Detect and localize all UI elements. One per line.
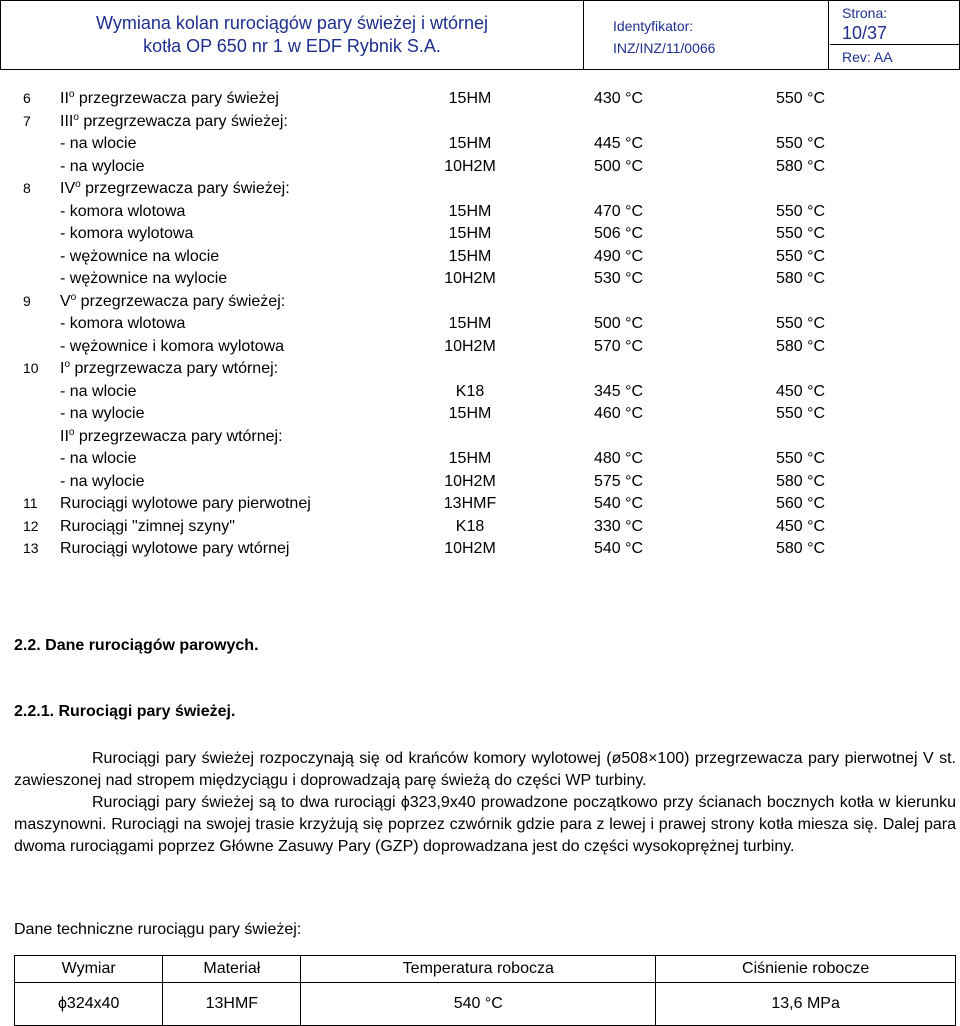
row-material: 10H2M: [444, 337, 496, 355]
row-material: 15HM: [448, 90, 492, 107]
row-name-text: przegrzewacza pary wtórnej:: [74, 427, 283, 445]
spec-row: [0, 203, 960, 226]
row-name-text: - na wylocie: [60, 472, 145, 490]
row-name: [60, 158, 144, 176]
spec-row: [0, 405, 960, 428]
row-name-text: przegrzewacza pary świeżej:: [78, 112, 288, 130]
row-name-text: - na wylocie: [60, 157, 145, 175]
row-name-text: - na wlocie: [60, 135, 137, 152]
page-number: 10/37: [842, 23, 888, 43]
row-temperature: 345 °C: [594, 382, 644, 400]
row-max-temperature: 550 °C: [776, 90, 826, 107]
row-name: [60, 428, 283, 446]
row-name: [60, 495, 311, 513]
row-max-temperature: 580 °C: [776, 157, 826, 175]
row-number: 11: [23, 495, 38, 511]
spec-row: [0, 473, 960, 496]
row-max-temperature: 560 °C: [776, 495, 826, 512]
row-material: K18: [455, 517, 485, 535]
row-max-temperature: 580 °C: [776, 270, 826, 287]
spec-row: [0, 450, 960, 473]
row-name: [60, 360, 278, 378]
spec-row: [0, 135, 960, 158]
row-name-text: przegrzewacza pary wtórnej:: [70, 360, 279, 377]
spec-row: [0, 495, 960, 518]
row-name-prefix: IV: [60, 180, 76, 197]
paragraph-1: [14, 748, 956, 792]
tech-header-row: [15, 956, 956, 983]
row-temperature: 575 °C: [594, 472, 644, 490]
tech-value-cell: 13HMF: [163, 983, 301, 1026]
row-number: 12: [23, 517, 39, 534]
row-name-prefix: III: [60, 112, 74, 130]
tech-data-title: Dane techniczne rurociągu pary świeżej:: [14, 921, 302, 938]
row-number: 9: [23, 292, 31, 309]
row-max-temperature: 550 °C: [776, 135, 826, 152]
row-name-text: Rurociągi "zimnej szyny": [60, 517, 235, 535]
spec-row: [0, 518, 960, 541]
row-name-text: - komora wlotowa: [60, 202, 186, 220]
row-number: 8: [23, 180, 31, 196]
row-name-text: Rurociągi wylotowe pary pierwotnej: [60, 495, 311, 512]
degree-superscript: o: [68, 426, 75, 438]
row-name-text: - wężownice na wylocie: [60, 270, 228, 287]
row-temperature: 480 °C: [594, 450, 644, 467]
row-material: 15HM: [448, 202, 492, 220]
row-name: [60, 248, 219, 266]
row-name: [60, 180, 290, 198]
row-number: 13: [23, 540, 39, 556]
row-material: 15HM: [448, 135, 492, 152]
page-box: [830, 1, 959, 45]
row-max-temperature: 550 °C: [776, 450, 826, 467]
row-name: [60, 450, 136, 468]
row-name-text: przegrzewacza pary świeżej:: [80, 180, 290, 197]
row-material: 15HM: [448, 225, 492, 242]
row-name: [60, 293, 285, 311]
row-name: [60, 90, 279, 108]
spec-row: [0, 293, 960, 316]
header-page-info: [830, 1, 959, 69]
row-name: [60, 270, 227, 288]
paragraph-1-text: Rurociągi pary świeżej rozpoczynają się od krańców komory wylotowej (ø508×100) przegrzewacza pary pierwotnej V st. zawieszonej nad stropem międzyciągu i doprowadzają parę świeżą do części WP turbiny.: [14, 750, 956, 789]
header-title-line2: kotła OP 650 nr 1 w EDF Rybnik S.A.: [143, 36, 441, 56]
spec-row: [0, 90, 960, 113]
paragraph-2: [14, 792, 956, 858]
row-temperature: 530 °C: [594, 270, 644, 287]
row-temperature: 500 °C: [594, 315, 644, 332]
row-name: [60, 540, 289, 558]
row-max-temperature: 450 °C: [776, 517, 826, 535]
row-max-temperature: 580 °C: [776, 540, 826, 557]
degree-superscript: o: [75, 179, 81, 190]
row-temperature: 430 °C: [594, 90, 644, 107]
page-label: Strona:: [842, 5, 888, 21]
row-name: [60, 315, 185, 333]
row-temperature: 460 °C: [594, 405, 644, 422]
row-material: 13HMF: [443, 495, 497, 512]
row-material: 10H2M: [444, 157, 496, 175]
row-temperature: 540 °C: [594, 495, 644, 512]
spec-row: [0, 383, 960, 406]
row-name-prefix: I: [60, 360, 65, 377]
row-name-text: przegrzewacza pary świeżej: [74, 90, 279, 107]
row-temperature: 506 °C: [594, 225, 644, 242]
row-name-text: - wężownice i komora wylotowa: [60, 337, 285, 355]
row-name-prefix: II: [60, 90, 69, 107]
row-name-prefix: V: [60, 292, 71, 310]
tech-value-cell: ϕ324x40: [15, 983, 163, 1026]
row-material: 15HM: [448, 405, 492, 422]
header-identifier: [585, 1, 829, 69]
row-max-temperature: 550 °C: [776, 247, 826, 265]
row-temperature: 500 °C: [594, 157, 644, 175]
row-max-temperature: 580 °C: [776, 472, 826, 490]
row-temperature: 570 °C: [594, 337, 644, 355]
row-name-text: przegrzewacza pary świeżej:: [76, 292, 286, 310]
revision: Rev: AA: [842, 49, 893, 65]
document-header: [0, 0, 960, 70]
spec-row: [0, 428, 960, 451]
row-name: [60, 113, 288, 131]
degree-superscript: o: [68, 89, 75, 100]
tech-header-cell: Wymiar: [15, 956, 163, 983]
row-temperature: 445 °C: [594, 135, 644, 152]
tech-header-cell: Temperatura robocza: [301, 956, 656, 983]
header-title: [1, 1, 584, 69]
row-name-text: - na wlocie: [60, 450, 137, 467]
row-name: [60, 225, 193, 243]
identifier-value: INZ/INZ/11/0066: [613, 40, 716, 56]
row-name: [60, 135, 136, 153]
header-title-line1: Wymiana kolan rurociągów pary świeżej i wtórnej: [96, 13, 488, 33]
tech-value-row: [15, 983, 956, 1026]
row-name-text: - komora wylotowa: [60, 225, 194, 242]
row-name-text: - komora wlotowa: [60, 315, 186, 332]
identifier-label: Identyfikator:: [613, 18, 694, 34]
tech-value-cell: 540 °C: [301, 983, 656, 1026]
row-name: [60, 203, 185, 221]
row-name-text: - na wylocie: [60, 405, 145, 422]
spec-row: [0, 540, 960, 563]
tech-data-table: [14, 955, 956, 1026]
spec-row: [0, 113, 960, 136]
spec-row: [0, 180, 960, 203]
spec-row: [0, 315, 960, 338]
row-temperature: 330 °C: [594, 517, 644, 535]
row-temperature: 490 °C: [594, 247, 644, 265]
row-material: 15HM: [448, 315, 492, 332]
row-number: 6: [23, 90, 31, 106]
spec-row: [0, 225, 960, 248]
tech-header-cell: Ciśnienie robocze: [656, 956, 956, 983]
tech-value-cell: 13,6 MPa: [656, 983, 956, 1026]
row-material: 15HM: [448, 247, 492, 265]
row-name: [60, 383, 136, 401]
row-name: [60, 473, 144, 491]
row-material: 10H2M: [444, 270, 496, 287]
section-heading: 2.2. Dane rurociągów parowych.: [14, 637, 259, 654]
row-name-prefix: II: [60, 427, 69, 445]
row-temperature: 470 °C: [594, 202, 644, 220]
spec-row: [0, 248, 960, 271]
row-material: 10H2M: [444, 472, 496, 490]
spec-row: [0, 338, 960, 361]
row-material: 15HM: [448, 450, 492, 467]
row-max-temperature: 450 °C: [776, 382, 826, 400]
spec-row: [0, 270, 960, 293]
spec-row: [0, 158, 960, 181]
row-name: [60, 518, 235, 536]
row-material: K18: [455, 382, 485, 400]
row-max-temperature: 580 °C: [776, 337, 826, 355]
row-max-temperature: 550 °C: [776, 405, 826, 422]
row-material: 10H2M: [444, 540, 496, 557]
row-number: 10: [23, 360, 39, 376]
row-temperature: 540 °C: [594, 540, 644, 557]
row-name-text: - na wlocie: [60, 382, 137, 400]
spec-row: [0, 360, 960, 383]
row-name-text: - wężownice na wlocie: [60, 247, 220, 265]
degree-superscript: o: [64, 359, 71, 370]
row-name: [60, 338, 284, 356]
tech-header-cell: Materiał: [163, 956, 301, 983]
subsection-heading: 2.2.1. Rurociągi pary świeżej.: [14, 703, 236, 720]
row-name: [60, 405, 144, 423]
degree-superscript: o: [73, 111, 79, 123]
row-max-temperature: 550 °C: [776, 202, 826, 220]
degree-superscript: o: [70, 291, 77, 303]
row-name-text: Rurociągi wylotowe pary wtórnej: [60, 540, 290, 557]
paragraph-2-text: Rurociągi pary świeżej są to dwa rurociągi ϕ323,9x40 prowadzone początkowo przy ścianach bocznych kotła w kierunku maszynowni. Rurociągi na swojej trasie krzyżują się poprzez czwórnik gdzie para z lewej i prawej strony kotła miesza się. Dalej para dwoma rurociągami poprzez Główne Zasuwy Pary (GZP) doprowadzana jest do części wysokoprężnej turbiny.: [14, 794, 956, 855]
row-number: 7: [23, 112, 31, 129]
row-max-temperature: 550 °C: [776, 225, 826, 242]
row-max-temperature: 550 °C: [776, 315, 826, 332]
